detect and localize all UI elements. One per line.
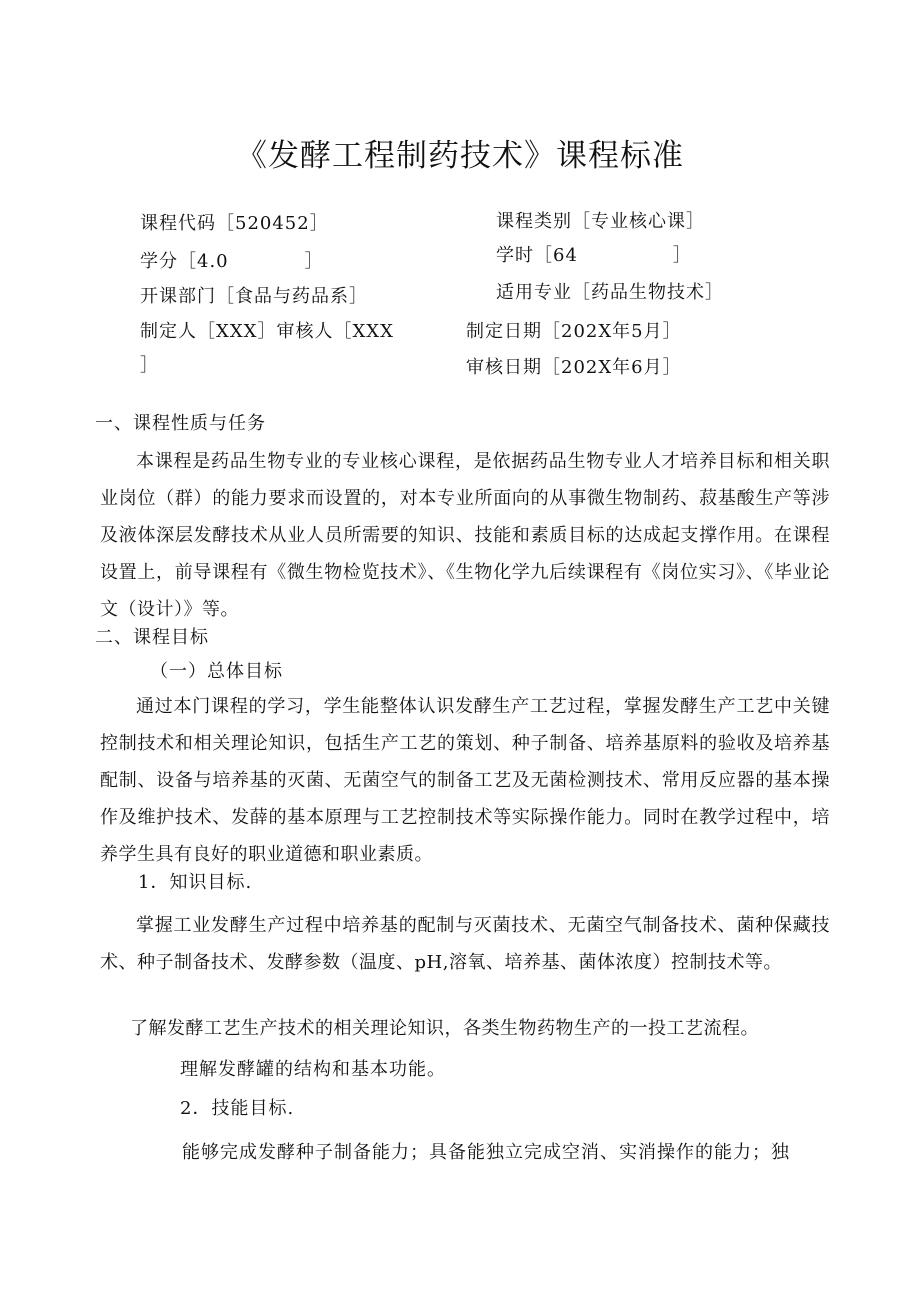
applicable-major: 适用专业［药品生物技术］ xyxy=(496,282,724,303)
course-category: 课程类别［专业核心课］ xyxy=(496,211,705,232)
review-date: 审核日期［202X年6月］ xyxy=(466,357,682,378)
made-date: 制定日期［202X年5月］ xyxy=(466,321,682,342)
author-reviewer: 制定人［XXX］审核人［XXX xyxy=(140,321,394,342)
knowledge-goal-3: 理解发酵罐的结构和基本功能。 xyxy=(180,1059,446,1080)
course-code: 课程代码［520452］ xyxy=(140,213,329,234)
knowledge-goal-1: 掌握工业发酵生产过程中培养基的配制与灭菌技术、无菌空气制备技术、菌种保藏技术、种子制备技术、发酵参数（温度、pH,溶氧、培养基、菌体浓度）控制技术等。 xyxy=(100,915,830,973)
section-heading-goals: 二、课程目标 xyxy=(95,627,209,648)
section-heading-nature: 一、课程性质与任务 xyxy=(95,413,266,434)
document-title: 《发酵工程制药技术》课程标准 xyxy=(236,138,684,174)
department: 开课部门［食品与药品系］ xyxy=(140,286,368,307)
credits: 学分［4.0 ］ xyxy=(140,251,324,272)
nature-paragraph: 本课程是药品生物专业的专业核心课程，是依据药品生物专业人才培养目标和相关职业岗位（群）的能力要求而设置的，对本专业所面向的从事微生物制药、菽基酸生产等涉及液体深层发酵技术从业人员所需要的知识、技能和素质目标的达成起支撑作用。在课程设置上，前导课程有《微生物检览技术》、《生物化学九后续课程有《岗位实习》、《毕业论文（设计）》等。 xyxy=(100,451,830,620)
overall-goal-paragraph: 通过本门课程的学习，学生能整体认识发酵生产工艺过程，掌握发酵生产工艺中关键控制技术和相关理论知识，包括生产工艺的策划、种子制备、培养基原料的验收及培养基配制、设备与培养基的灭菌、无菌空气的制备工艺及无菌检测技术、常用反应器的基本操作及维护技术、发薛的基本原理与工艺控制技术等实际操作能力。同时在教学过程中，培养学生具有良好的职业道德和职业素质。 xyxy=(100,696,830,865)
knowledge-goal-2: 了解发酵工艺生产技术的相关理论知识，各类生物药物生产的一投工艺流程。 xyxy=(130,1018,759,1039)
knowledge-goal-heading: 1．知识目标. xyxy=(138,872,253,893)
sub-heading-overall: （一）总体目标 xyxy=(150,661,283,682)
skill-goal-1: 能够完成发酵种子制备能力；具备能独立完成空消、实消操作的能力；独 xyxy=(182,1142,790,1163)
author-reviewer-continued: ］ xyxy=(140,355,159,376)
skill-goal-heading: 2．技能目标. xyxy=(180,1098,295,1119)
class-hours: 学时［64 ］ xyxy=(496,245,692,266)
